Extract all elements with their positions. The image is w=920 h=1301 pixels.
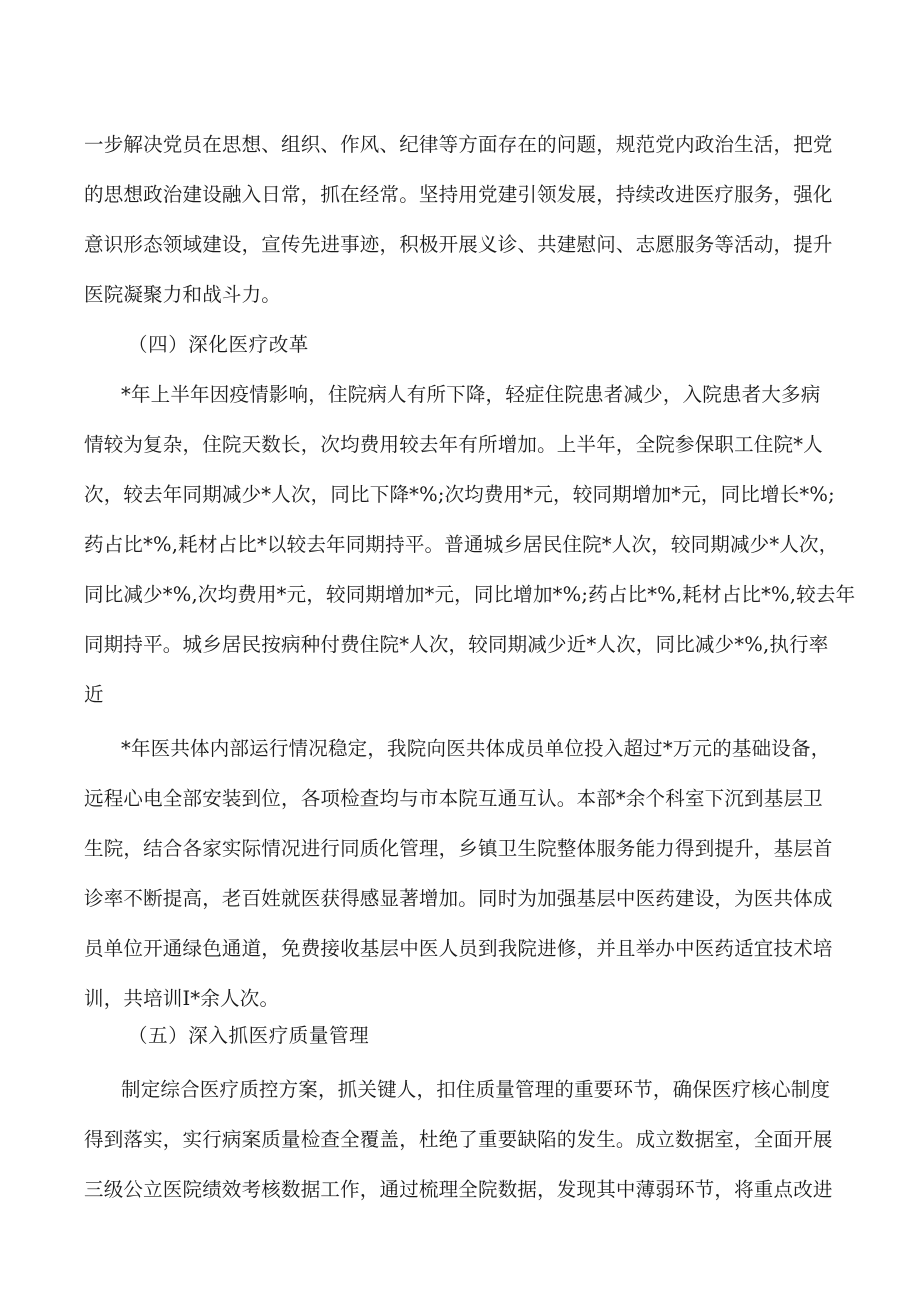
- paragraph-6-line-3: 三级公立医院绩效考核数据工作，通过梳理全院数据，发现其中薄弱环节，将重点改进: [84, 1178, 833, 1201]
- paragraph-6-line-1: 制定综合医疗质控方案，抓关键人，扣住质量管理的重要环节，确保医疗核心制度: [121, 1078, 831, 1101]
- section-heading-4: （四）深化医疗改革: [128, 333, 309, 356]
- paragraph-4-line-4: 药占比*%,耗材占比*以较去年同期持平。普通城乡居民住院*人次，较同期减少*人次，: [84, 533, 839, 556]
- paragraph-4-line-3: 次，较去年同期减少*人次，同比下降*%;次均费用*元，较同期增加*元，同比增长*%;: [84, 483, 835, 506]
- paragraph-5-line-6: 训，共培训I*余人次。: [84, 987, 280, 1010]
- paragraph-4-line-5: 同比减少*%,次均费用*元，较同期增加*元，同比增加*%;药占比*%,耗材占比*%,较去年: [84, 583, 856, 606]
- paragraph-5-line-3: 生院，结合各家实际情况进行同质化管理，乡镇卫生院整体服务能力得到提升，基层首: [84, 837, 833, 860]
- paragraph-6-line-2: 得到落实，实行病案质量检查全覆盖，杜绝了重要缺陷的发生。成立数据室，全面开展: [84, 1128, 833, 1151]
- paragraph-5-line-1: *年医共体内部运行情况稳定，我院向医共体成员单位投入超过*万元的基础设备，: [121, 737, 831, 760]
- paragraph-3-line-2: 的思想政治建设融入日常，抓在经常。坚持用党建引领发展，持续改进医疗服务，强化: [84, 183, 833, 206]
- paragraph-5-line-4: 诊率不断提高，老百姓就医获得感显著增加。同时为加强基层中医药建设，为医共体成: [84, 887, 833, 910]
- paragraph-5-line-2: 远程心电全部安装到位，各项检查均与市本院互通互认。本部*余个科室下沉到基层卫: [84, 787, 823, 810]
- paragraph-4-line-2: 情较为复杂，住院天数长，次均费用较去年有所增加。上半年，全院参保职工住院*人: [84, 433, 823, 456]
- paragraph-3-line-3: 意识形态领域建设，宣传先进事迹，积极开展义诊、共建慰问、志愿服务等活动，提升: [84, 233, 833, 256]
- paragraph-3-line-1: 一步解决党员在思想、组织、作风、纪律等方面存在的问题，规范党内政治生活，把党: [84, 133, 833, 156]
- paragraph-4-line-7: 近: [84, 683, 104, 706]
- paragraph-4-line-6: 同期持平。城乡居民按病种付费住院*人次，较同期减少近*人次，同比减少*%,执行率: [84, 633, 829, 656]
- paragraph-4-line-1: *年上半年因疫情影响，住院病人有所下降，轻症住院患者减少，入院患者大多病: [121, 383, 821, 406]
- paragraph-5-line-5: 员单位开通绿色通道，免费接收基层中医人员到我院进修，并且举办中医药适宜技术培: [84, 937, 833, 960]
- paragraph-3-line-4: 医院凝聚力和战斗力。: [84, 283, 282, 306]
- section-heading-5: （五）深入抓医疗质量管理: [128, 1024, 370, 1047]
